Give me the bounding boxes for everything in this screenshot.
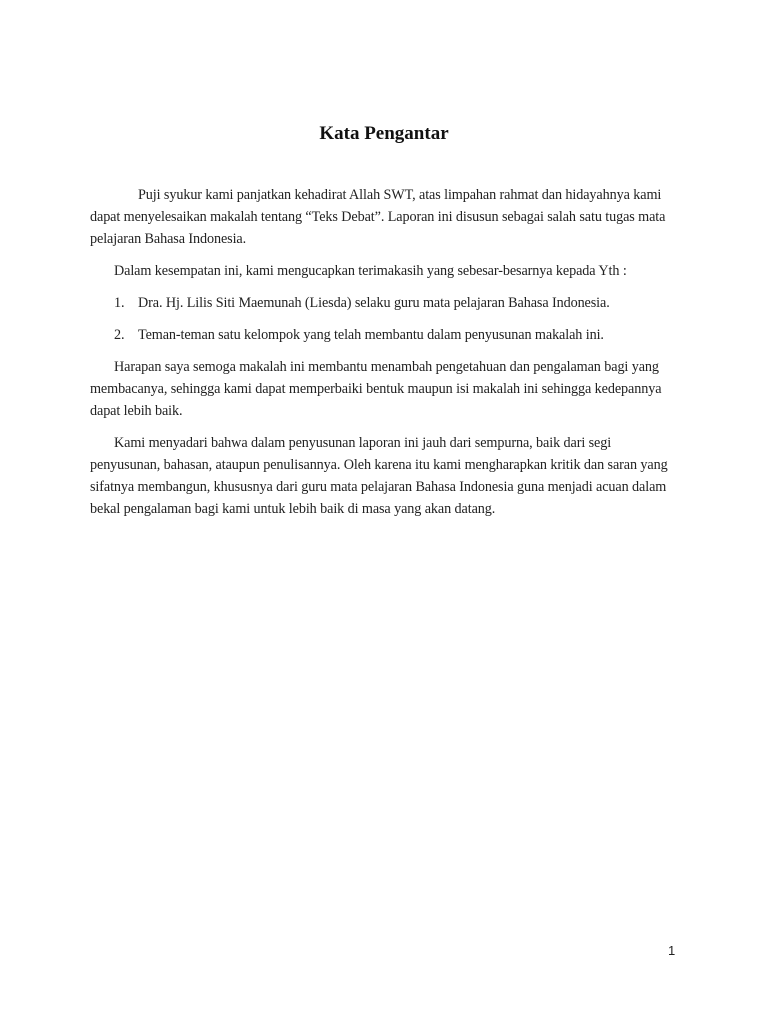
paragraph-intro: Puji syukur kami panjatkan kehadirat Allah SWT, atas limpahan rahmat dan hidayahnya kami dapat menyelesaikan makalah tentang “Teks Debat”. Laporan ini disusun sebagai salah satu tugas mata pelajaran Bahasa Indonesia. <box>90 187 666 247</box>
paragraph-closing: Kami menyadari bahwa dalam penyusunan laporan ini jauh dari sempurna, baik dari segi penyusunan, bahasan, ataupun penulisannya. Oleh karena itu kami mengharapkan kritik dan saran yang sifatnya membangun, khususnya dari guru mata pelajaran Bahasa Indonesia guna menjadi acuan dalam bekal pengalaman bagi kami untuk lebih baik di masa yang akan datang. <box>90 435 668 517</box>
list-item-number: 2. <box>114 327 125 343</box>
thanks-list <box>90 292 680 346</box>
paragraph-hope: Harapan saya semoga makalah ini membantu menambah pengetahuan dan pengalaman bagi yang membacanya, sehingga kami dapat memperbaiki bentuk maupun isi makalah ini sehingga kedepannya dapat lebih baik. <box>90 359 662 419</box>
list-item-text: Dra. Hj. Lilis Siti Maemunah (Liesda) selaku guru mata pelajaran Bahasa Indonesia. <box>138 295 610 311</box>
list-item <box>90 292 680 314</box>
list-item-text: Teman-teman satu kelompok yang telah membantu dalam penyusunan makalah ini. <box>138 327 604 343</box>
page-number: 1 <box>668 943 676 958</box>
document-body <box>90 184 680 530</box>
page-title: Kata Pengantar <box>319 123 449 144</box>
list-item-number: 1. <box>114 295 125 311</box>
paragraph-thanks: Dalam kesempatan ini, kami mengucapkan terimakasih yang sebesar-besarnya kepada Yth : <box>114 263 627 279</box>
list-item <box>90 324 680 346</box>
